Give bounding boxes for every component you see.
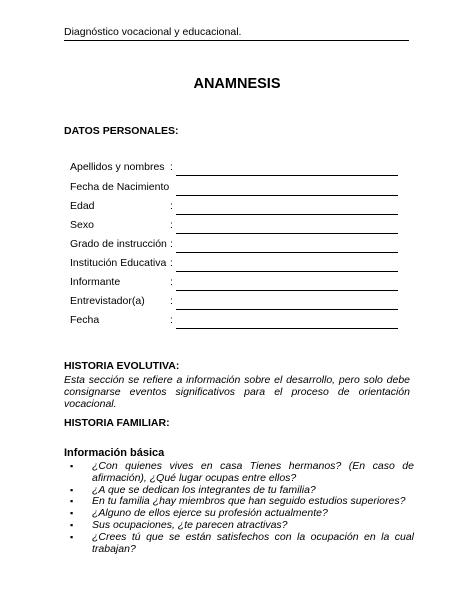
square-bullet-icon: ▪ bbox=[70, 508, 74, 519]
historia-evolutiva-heading: HISTORIA EVOLUTIVA: bbox=[64, 360, 180, 372]
question-text: En tu familia ¿hay miembros que han seguido estudios superiores? bbox=[92, 495, 406, 508]
field-grado-instruccion bbox=[70, 238, 410, 254]
list-item bbox=[64, 532, 414, 556]
datos-personales-heading: DATOS PERSONALES: bbox=[64, 125, 179, 137]
field-line-edad[interactable] bbox=[176, 214, 398, 215]
field-informante bbox=[70, 276, 410, 292]
field-line-apellidos-nombres[interactable] bbox=[176, 175, 398, 176]
field-colon: : bbox=[170, 200, 173, 212]
field-colon: : bbox=[170, 238, 173, 250]
question-text: Sus ocupaciones, ¿te parecen atractivas? bbox=[92, 518, 288, 531]
field-colon: : bbox=[170, 314, 173, 326]
field-colon: : bbox=[170, 219, 173, 231]
field-edad bbox=[70, 200, 410, 216]
field-colon: : bbox=[170, 295, 173, 307]
field-line-sexo[interactable] bbox=[176, 233, 398, 234]
field-label: Institución Educativa bbox=[70, 257, 167, 269]
header-rule bbox=[64, 40, 409, 41]
field-line-fecha[interactable] bbox=[176, 328, 398, 329]
field-label: Grado de instrucción bbox=[70, 238, 167, 250]
square-bullet-icon: ▪ bbox=[70, 461, 74, 471]
field-label: Edad bbox=[70, 200, 95, 212]
question-text: ¿Con quienes vives en casa Tienes hermanos? (En caso de afirmación), ¿Qué lugar ocupas entre ellos? bbox=[92, 460, 414, 484]
field-label: Fecha bbox=[70, 314, 100, 326]
square-bullet-icon: ▪ bbox=[70, 496, 74, 507]
field-line-institucion-educativa[interactable] bbox=[176, 271, 398, 272]
informacion-basica-heading: Información básica bbox=[64, 447, 165, 459]
field-fecha-nacimiento bbox=[70, 181, 410, 197]
document-title: ANAMNESIS bbox=[193, 76, 281, 92]
field-entrevistador bbox=[70, 295, 410, 311]
historia-familiar-heading: HISTORIA FAMILIAR: bbox=[64, 417, 170, 429]
field-label: Fecha de Nacimiento bbox=[70, 181, 170, 193]
field-line-fecha-nacimiento[interactable] bbox=[176, 195, 398, 196]
list-item bbox=[64, 461, 414, 485]
field-institucion-educativa bbox=[70, 257, 410, 273]
question-text: ¿Crees tú que se están satisfechos con la ocupación en la cual trabajan? bbox=[92, 530, 414, 555]
question-text: ¿Alguno de ellos ejerce su profesión actualmente? bbox=[92, 507, 328, 520]
header-text: Diagnóstico vocacional y educacional. bbox=[64, 26, 242, 38]
field-label: Entrevistador(a) bbox=[70, 295, 145, 307]
questions-list bbox=[64, 461, 414, 555]
historia-evolutiva-text: Esta sección se refiere a información sobre el desarrollo, pero solo debe consignarse eventos significativos para el proceso de orientación vocacional. bbox=[64, 374, 410, 410]
field-colon: : bbox=[170, 276, 173, 288]
field-colon: : bbox=[170, 257, 173, 269]
square-bullet-icon: ▪ bbox=[70, 531, 74, 542]
field-label: Sexo bbox=[70, 219, 94, 231]
field-sexo bbox=[70, 219, 410, 235]
square-bullet-icon: ▪ bbox=[70, 519, 74, 530]
question-text: ¿A que se dedican los integrantes de tu familia? bbox=[92, 483, 316, 496]
field-label: Apellidos y nombres bbox=[70, 161, 165, 173]
field-fecha bbox=[70, 314, 410, 330]
field-line-entrevistador[interactable] bbox=[176, 309, 398, 310]
field-colon: : bbox=[170, 161, 173, 173]
field-apellidos-nombres bbox=[70, 161, 410, 177]
field-line-grado-instruccion[interactable] bbox=[176, 252, 398, 253]
field-label: Informante bbox=[70, 276, 121, 288]
square-bullet-icon: ▪ bbox=[70, 484, 74, 495]
field-line-informante[interactable] bbox=[176, 290, 398, 291]
